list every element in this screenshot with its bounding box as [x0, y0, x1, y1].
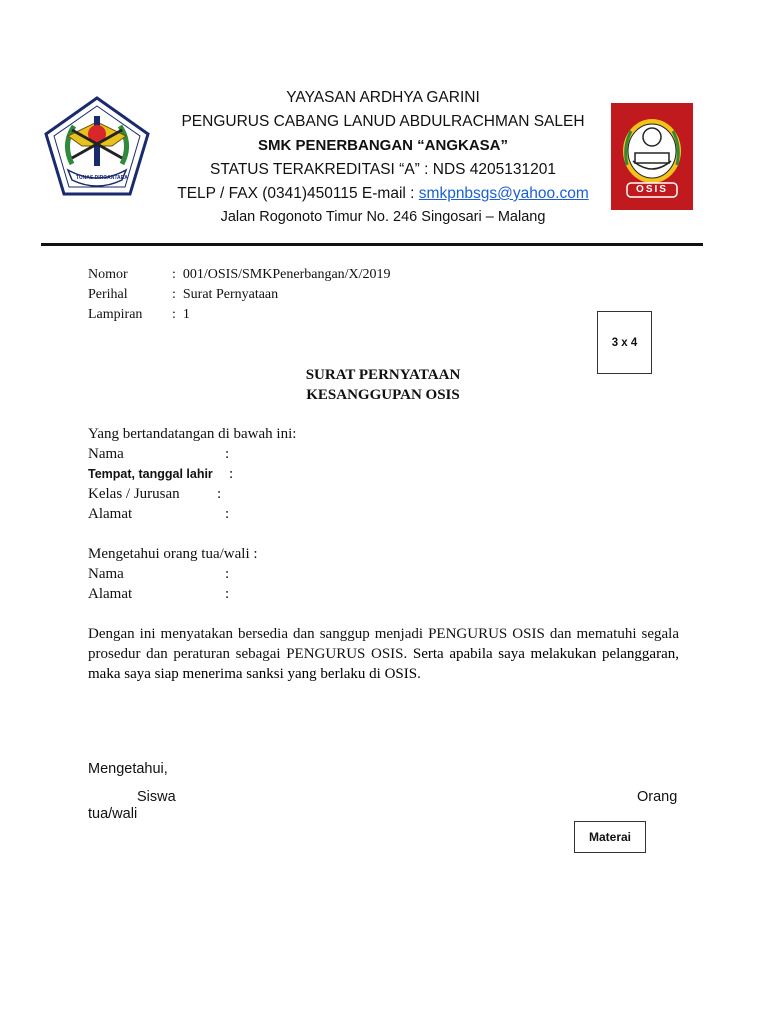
osis-logo-text: OSIS [636, 184, 668, 195]
header-school-name: SMK PENERBANGAN “ANGKASA” [257, 137, 508, 154]
header-divider [41, 243, 703, 246]
signature-siswa: Siswa [137, 789, 176, 805]
header-accreditation: STATUS TERAKREDITASI “A” : NDS 4205131201 [209, 161, 556, 178]
guardian-nama-colon: : [225, 566, 230, 582]
header-branch: PENGURUS CABANG LANUD ABDULRACHMAN SALEH [181, 113, 585, 130]
meta-nomor-label: Nomor [88, 267, 128, 282]
statement-part3: . [417, 666, 421, 682]
meta-lampiran-label: Lampiran [88, 307, 143, 322]
header-contact [160, 185, 606, 203]
school-logo [42, 94, 152, 198]
signature-tuawali: tua/wali [88, 806, 138, 822]
logo-ribbon-text: TUNAS DIRGANTARA [76, 175, 128, 181]
header-phone: TELP / FAX (0341)450115 E-mail : [177, 185, 419, 202]
field-ttl-colon: : [229, 466, 234, 482]
field-kelas-label: Kelas / Jurusan [88, 486, 180, 502]
field-alamat-label: Alamat [88, 506, 133, 522]
statement-part2: Serta apabila saya melakukan pelanggaran, maka saya siap menerima sanksi yang berlaku di OSIS [88, 646, 679, 682]
email-link[interactable]: smkpnbsgs@yahoo.com [418, 185, 589, 202]
field-nama-label: Nama [88, 446, 124, 462]
osis-logo [611, 103, 693, 210]
field-nama-colon: : [225, 446, 230, 462]
intro-text: Yang bertandatangan di bawah ini: [88, 426, 297, 442]
materai-box: Materai [574, 821, 646, 853]
header-foundation: YAYASAN ARDHYA GARINI [286, 89, 480, 106]
statement-part1: Dengan ini menyatakan bersedia dan sanggup menjadi PENGURUS OSIS dan mematuhi segala prosedur dan peraturan sebagai PENGURUS OSIS. [88, 626, 679, 662]
meta-nomor-value: : 001/OSIS/SMKPenerbangan/X/2019 [172, 267, 391, 282]
guardian-alamat-label: Alamat [88, 586, 133, 602]
photo-box: 3 x 4 [597, 311, 652, 374]
signature-mengetahui: Mengetahui, [88, 761, 168, 777]
letter-subtitle: KESANGGUPAN OSIS [306, 387, 460, 403]
guardian-alamat-colon: : [225, 586, 230, 602]
header-address: Jalan Rogonoto Timur No. 246 Singosari – Malang [220, 209, 546, 225]
signature-orang: Orang [637, 789, 678, 805]
guardian-intro: Mengetahui orang tua/wali : [88, 546, 258, 562]
meta-perihal-label: Perihal [88, 287, 128, 302]
field-ttl-label: Tempat, tanggal lahir [88, 467, 213, 481]
meta-lampiran-value: : 1 [172, 307, 190, 322]
letter-title: SURAT PERNYATAAN [305, 367, 461, 383]
field-alamat-colon: : [225, 506, 230, 522]
statement-paragraph [88, 624, 679, 684]
field-kelas-colon: : [217, 486, 222, 502]
guardian-nama-label: Nama [88, 566, 124, 582]
meta-perihal-value: : Surat Pernyataan [172, 287, 279, 302]
